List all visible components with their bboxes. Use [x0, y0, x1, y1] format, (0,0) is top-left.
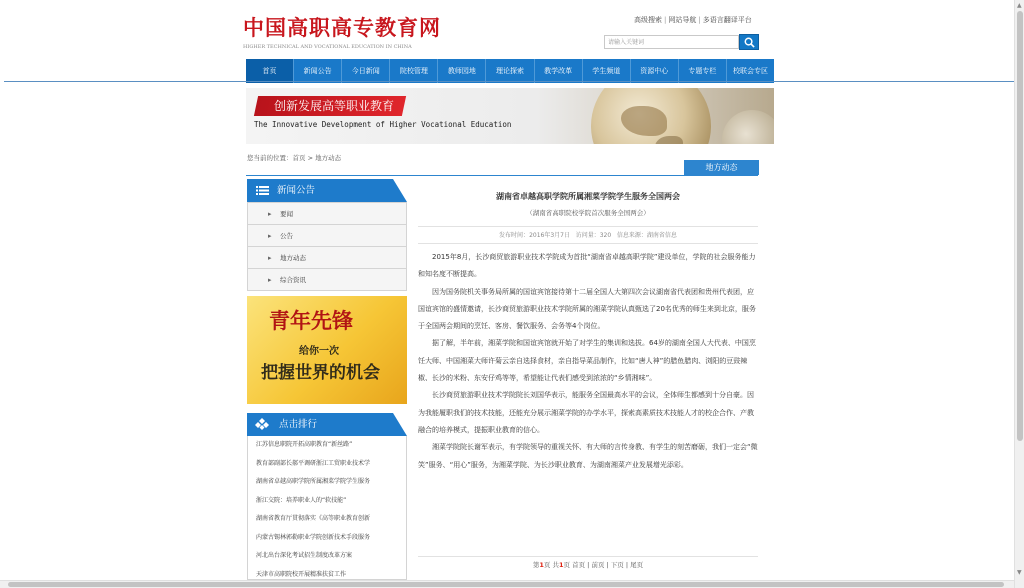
rank-item[interactable]: 内蒙古锡林郭勒职业学院创新技术手段服务: [256, 533, 371, 541]
first-page-link[interactable]: 首页: [572, 561, 586, 569]
total-pages: 1: [559, 561, 564, 569]
rank-section-header: [247, 413, 407, 436]
breadcrumb-divider: [246, 175, 758, 176]
news-section-header: [247, 179, 407, 202]
article-body: [418, 249, 758, 474]
banner: [246, 88, 774, 144]
advanced-search-link[interactable]: 高级搜索: [634, 16, 662, 24]
site-logo[interactable]: [243, 12, 443, 52]
pager-text: 页 共: [543, 561, 559, 569]
logo-english-text: HIGHER TECHNICAL AND VOCATIONAL EDUCATION IN CHINA: [243, 44, 412, 50]
nav-students[interactable]: 学生频道: [583, 59, 631, 83]
rank-list: [247, 436, 407, 580]
nav-reform[interactable]: 教学改革: [535, 59, 583, 83]
side-item-notices[interactable]: ▸ 公告: [248, 224, 406, 246]
main-nav: [246, 59, 774, 83]
promo-line-1: 青年先锋: [269, 308, 353, 333]
rank-item[interactable]: 浙江交院：培养职业人的“软技能”: [256, 496, 347, 504]
search-button[interactable]: [739, 34, 759, 50]
nav-today[interactable]: 今日新闻: [342, 59, 390, 83]
breadcrumb-prefix: 您当前的位置：: [247, 154, 293, 162]
list-icon: [256, 186, 269, 195]
rank-item[interactable]: 江苏信息职院开拓高职教育“新丝路”: [256, 441, 353, 448]
vertical-scrollbar[interactable]: [1014, 0, 1024, 588]
promo-line-2: 给你一次: [299, 346, 339, 357]
nav-alliance[interactable]: 校联会专区: [732, 67, 768, 75]
site-nav-link[interactable]: 网站导航: [668, 16, 697, 24]
nav-home[interactable]: 首页: [246, 59, 294, 83]
article-paragraph: 2015年8月，长沙商贸旅游职业技术学院成为首批“湖南省卓越高职学院”建设单位，学院的社会服务能力和知名度不断提高。: [418, 253, 756, 279]
article-paragraph: 长沙商贸旅游职业技术学院院长刘国华表示，能服务全国最高水平的会议，全体师生都感到十分自豪。因为我能履职我们的技术技能，还能充分展示湘菜学院的办学水平，探索高素质技术技能人才的校企合作、产教融合的培养模式，提振职业教育的信心。: [418, 391, 754, 434]
logo-chinese-text: 中国高职高专教育网: [243, 15, 441, 40]
rank-section-title: 点击排行: [279, 419, 318, 430]
next-page-link[interactable]: 下页: [610, 561, 624, 569]
scroll-down-icon[interactable]: ▼: [1017, 569, 1022, 576]
vertical-scroll-thumb[interactable]: [1017, 11, 1023, 441]
side-item-general[interactable]: ▸ 综合资讯: [248, 268, 406, 290]
nav-news[interactable]: 新闻公告: [294, 59, 342, 83]
side-item-local[interactable]: ▸ 地方动态: [248, 246, 406, 268]
current-page: 1: [539, 561, 544, 569]
nav-teachers[interactable]: 教师园地: [438, 59, 486, 83]
info-source: 湖南省信息: [646, 232, 677, 239]
news-section-title: 新闻公告: [277, 185, 316, 196]
pager-text: 第: [532, 561, 540, 569]
article-paragraph: 据了解，半年前，湘菜学院和国谊宾馆就开始了对学生的集训和选拔。64岁的湖南全国人大代表、中国烹饪大师、中国湘菜大师许菊云亲自选择食材，亲自指导菜品制作，比如“唐人神”的腊鱼腊肉、浏阳的豆豉辣椒、长沙的米粉、东安仔鸡等等，希望能让代表们感受到浓浓的“乡情湘味”。: [418, 339, 756, 383]
rank-item[interactable]: 天津市高职院校开展精准扶贫工作: [256, 570, 347, 578]
globe-image: [591, 88, 711, 144]
scroll-up-icon[interactable]: ▲: [1017, 2, 1022, 9]
rank-item[interactable]: 湖南省卓越高职学院所属湘菜学院学生服务: [256, 478, 371, 485]
top-links: 高级搜索 | 网站导航 | 多语言翻译平台: [634, 16, 752, 24]
views-label: 访问量：: [575, 232, 600, 239]
article-footer-divider: [418, 556, 758, 557]
article-paragraph: 因为国务院机关事务局所属的国谊宾馆接待第十二届全国人大第四次会议湖南省代表团和贵州代表团，应国谊宾馆的盛情邀请，长沙商贸旅游职业技术学院所属的湘菜学院认真甄选了20名优秀的师生来到北京，服务于全国两会期间的烹饪、客房、餐饮服务、会务等4个岗位。: [418, 287, 756, 331]
rank-item[interactable]: 河北出台深化考试招生制度改革方案: [256, 552, 353, 559]
date-label: 发布时间：: [499, 232, 530, 239]
banner-title-en: The Innovative Development of Higher Vocational Education: [254, 120, 512, 129]
rank-item[interactable]: 教育部副部长郝平调研浙江工贸职业技术学: [256, 459, 371, 467]
pagination: 第1页 共1页 首页 | 前页 | 下页 | 尾页: [532, 561, 644, 569]
article-subtitle: （湖南省高职院校学院首次服务全国两会）: [526, 209, 650, 217]
rank-item[interactable]: 湖南省教育厅贯彻落实《高等职业教育创新: [256, 515, 371, 522]
nav-management[interactable]: 院校管理: [390, 59, 438, 83]
nav-topics[interactable]: 专题专栏: [679, 59, 727, 83]
side-item-headlines[interactable]: ▸ 要闻: [248, 202, 406, 224]
horizontal-scrollbar[interactable]: [0, 580, 1014, 588]
article-paragraph: 湘菜学院院长谢军表示，有学院领导的重视关怀、有大师的言传身教、有学生的刻苦磨砺，我们一定会“微笑”服务、“用心”服务，为湘菜学院、为长沙职业教育、为湖南湘菜产业发展增光添彩。: [418, 443, 758, 469]
article-title: 湖南省卓越高职学院所属湘菜学院学生服务全国两会: [496, 192, 680, 201]
diamond-cluster-icon: [255, 418, 269, 431]
pager-text: 页: [563, 561, 571, 569]
last-page-link[interactable]: 尾页: [630, 561, 644, 569]
breadcrumb-home[interactable]: 首页: [292, 154, 306, 162]
promo-line-3: 把握世界的机会: [261, 363, 380, 383]
news-menu: [247, 202, 407, 291]
globe-image-small: [722, 110, 774, 144]
search-input[interactable]: 请输入关键词: [604, 35, 739, 49]
source-label: 信息来源：: [616, 232, 647, 239]
nav-theory[interactable]: 理论探索: [486, 59, 534, 83]
prev-page-link[interactable]: 前页: [591, 561, 605, 569]
section-tab: 地方动态: [684, 160, 759, 175]
youth-pioneer-banner[interactable]: [247, 296, 407, 404]
publish-date: 2016年3月7日: [529, 232, 570, 239]
breadcrumb: [247, 153, 341, 162]
header-divider: [4, 81, 1014, 82]
article-meta: [418, 226, 758, 244]
breadcrumb-sep: >: [305, 154, 316, 162]
nav-resources[interactable]: 资源中心: [631, 59, 679, 83]
horizontal-scroll-thumb[interactable]: [8, 582, 1004, 587]
view-count: 320: [599, 232, 612, 239]
search-icon: [744, 37, 755, 48]
breadcrumb-current[interactable]: 地方动态: [315, 154, 342, 162]
banner-title-cn: 创新发展高等职业教育: [254, 96, 406, 116]
translation-link[interactable]: 多语言翻译平台: [702, 16, 752, 24]
